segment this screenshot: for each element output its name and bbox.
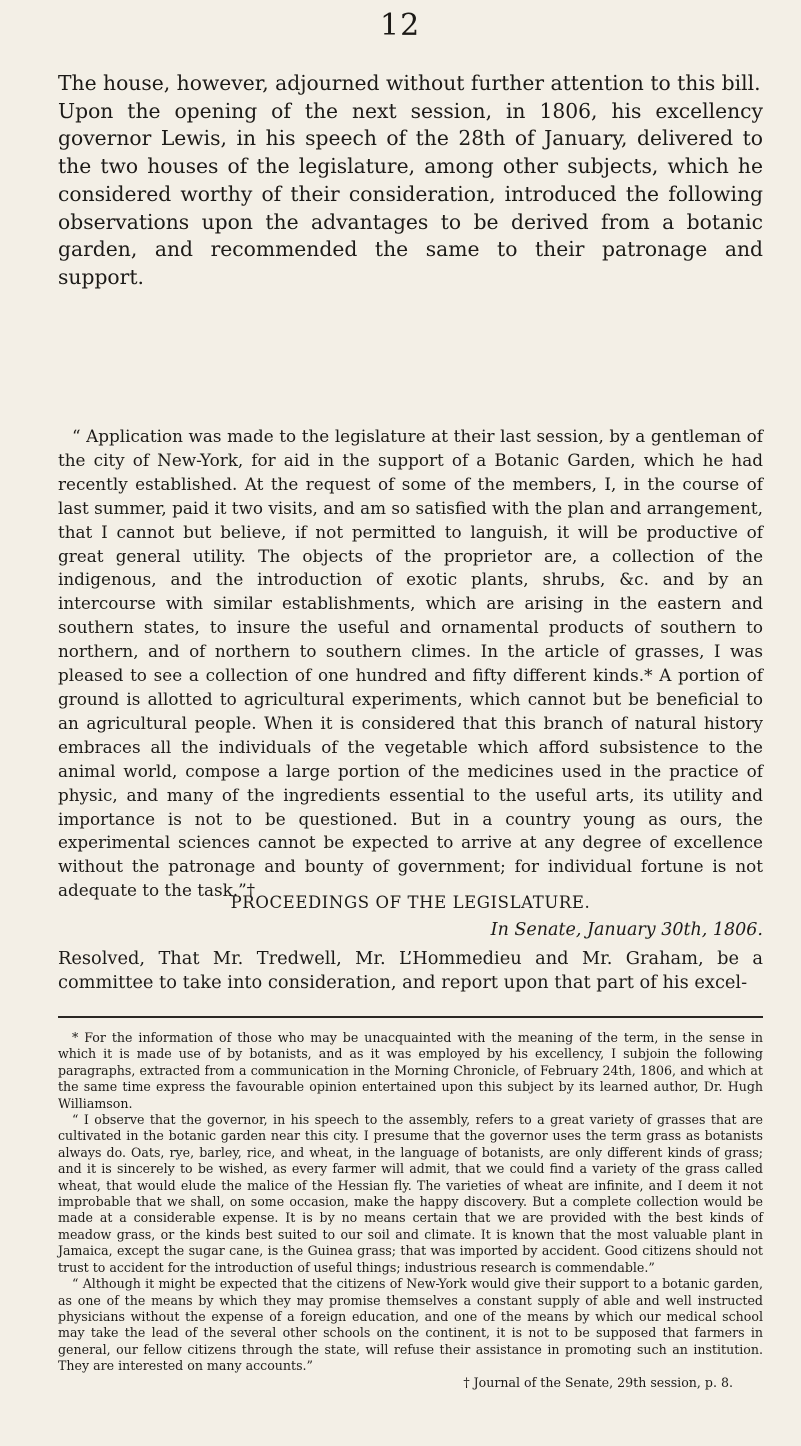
footnotes [58, 1030, 763, 1391]
footnote-dagger: † Journal of the Senate, 29th session, p. 8. [463, 1374, 733, 1390]
footnote-star: * For the information of those who may be unacquainted with the meaning of the term, in the sense in which it is made use of by botanists, and as it was employed by his excellency, I subjoin the following paragraphs, extracted from a communication in the Morning Chronicle, of February 24th, 1806, and which at the same time express the favourable opinion entertained upon this subject by its learned author, Dr. Hugh Williamson. [58, 1030, 763, 1111]
paragraph-governor-speech: Upon the opening of the next session, in 1806, his excellency governor Lewis, in his speech of the 28th of January, delivered to the two houses of the legislature, among other subjects, which he considered worthy of their consideration, introduced the following observations upon the advantages to be derived from a botanic garden, and recommended the same to their patronage and support. [58, 98, 763, 289]
resolution-paragraph: Resolved, That Mr. Tredwell, Mr. L’Hommedieu and Mr. Graham, be a committee to take into consideration, and report upon that part of his excel- [58, 948, 763, 993]
paragraph-adjourned: The house, however, adjourned without further attention to this bill. [58, 71, 761, 95]
resolution-text [58, 947, 763, 995]
footnote-divider [58, 1016, 763, 1018]
senate-date: In Senate, January 30th, 1806. [490, 920, 763, 940]
governor-quote [58, 425, 763, 903]
footnote-williamson-1: “ I observe that the governor, in his speech to the assembly, refers to a great variety of grasses that are cultivated in the botanic garden near this city. I presume that the governor uses the term grass as botanists always do. Oats, rye, barley, rice, and wheat, in the language of botanists, are only different kinds of grass; and it is sincerely to be wished, as every farmer will admit, that we could find a variety of the grass called wheat, that would elude the malice of the Hessian fly. The varieties of wheat are infinite, and I deem it not improbable that we shall, on some occasion, make the happy discovery. But a complete collection would be made at a considerable expense. It is by no means certain that we are provided with the best kinds of meadow grass, or the kinds best suited to our soil and climate. It is known that the most valuable plant in Jamaica, except the sugar cane, is the Guinea grass; that was imported by accident. Good citizens should not trust to accident for the introduction of useful things; industrious research is commendable.” [58, 1112, 763, 1275]
page-number: 12 [380, 8, 421, 43]
main-text [58, 70, 763, 292]
section-heading: PROCEEDINGS OF THE LEGISLATURE. [230, 893, 591, 912]
footnote-williamson-2: “ Although it might be expected that the citizens of New-York would give their support to a botanic garden, as one of the means by which they may promise themselves a constant supply of able and well instructed physicians without the expense of a foreign education, and one of the means by which our medical school may take the lead of the several other schools on the continent, it is not to be supposed that farmers in general, our fellow citizens through the state, will refuse their assistance in promoting such an institution. They are interested on many accounts.” [58, 1276, 763, 1374]
quote-paragraph: “ Application was made to the legislature at their last session, by a gentleman of the city of New-York, for aid in the support of a Botanic Garden, which he had recently established. At the request of some of the members, I, in the course of last summer, paid it two visits, and am so satisfied with the plan and arrangement, that I cannot but believe, if not permitted to languish, it will be productive of great general utility. The objects of the proprietor are, a collection of the indigenous, and the introduction of exotic plants, shrubs, &c. and by an intercourse with similar establishments, which are arising in the eastern and southern states, to insure the useful and ornamental products of southern to northern, and of northern to southern climes. In the article of grasses, I was pleased to see a collection of one hundred and fifty different kinds.* A portion of ground is allotted to agricultural experiments, which cannot but be beneficial to an agricultural people. When it is considered that this branch of natural history embraces all the individuals of the vegetable which afford subsistence to the animal world, compose a large portion of the medicines used in the practice of physic, and many of the ingredients essential to the useful arts, its utility and importance is not to be questioned. But in a country young as ours, the experimental sciences cannot be expected to arrive at any degree of excellence without the patronage and bounty of government; for individual fortune is not adequate to the task.”† [58, 426, 763, 901]
